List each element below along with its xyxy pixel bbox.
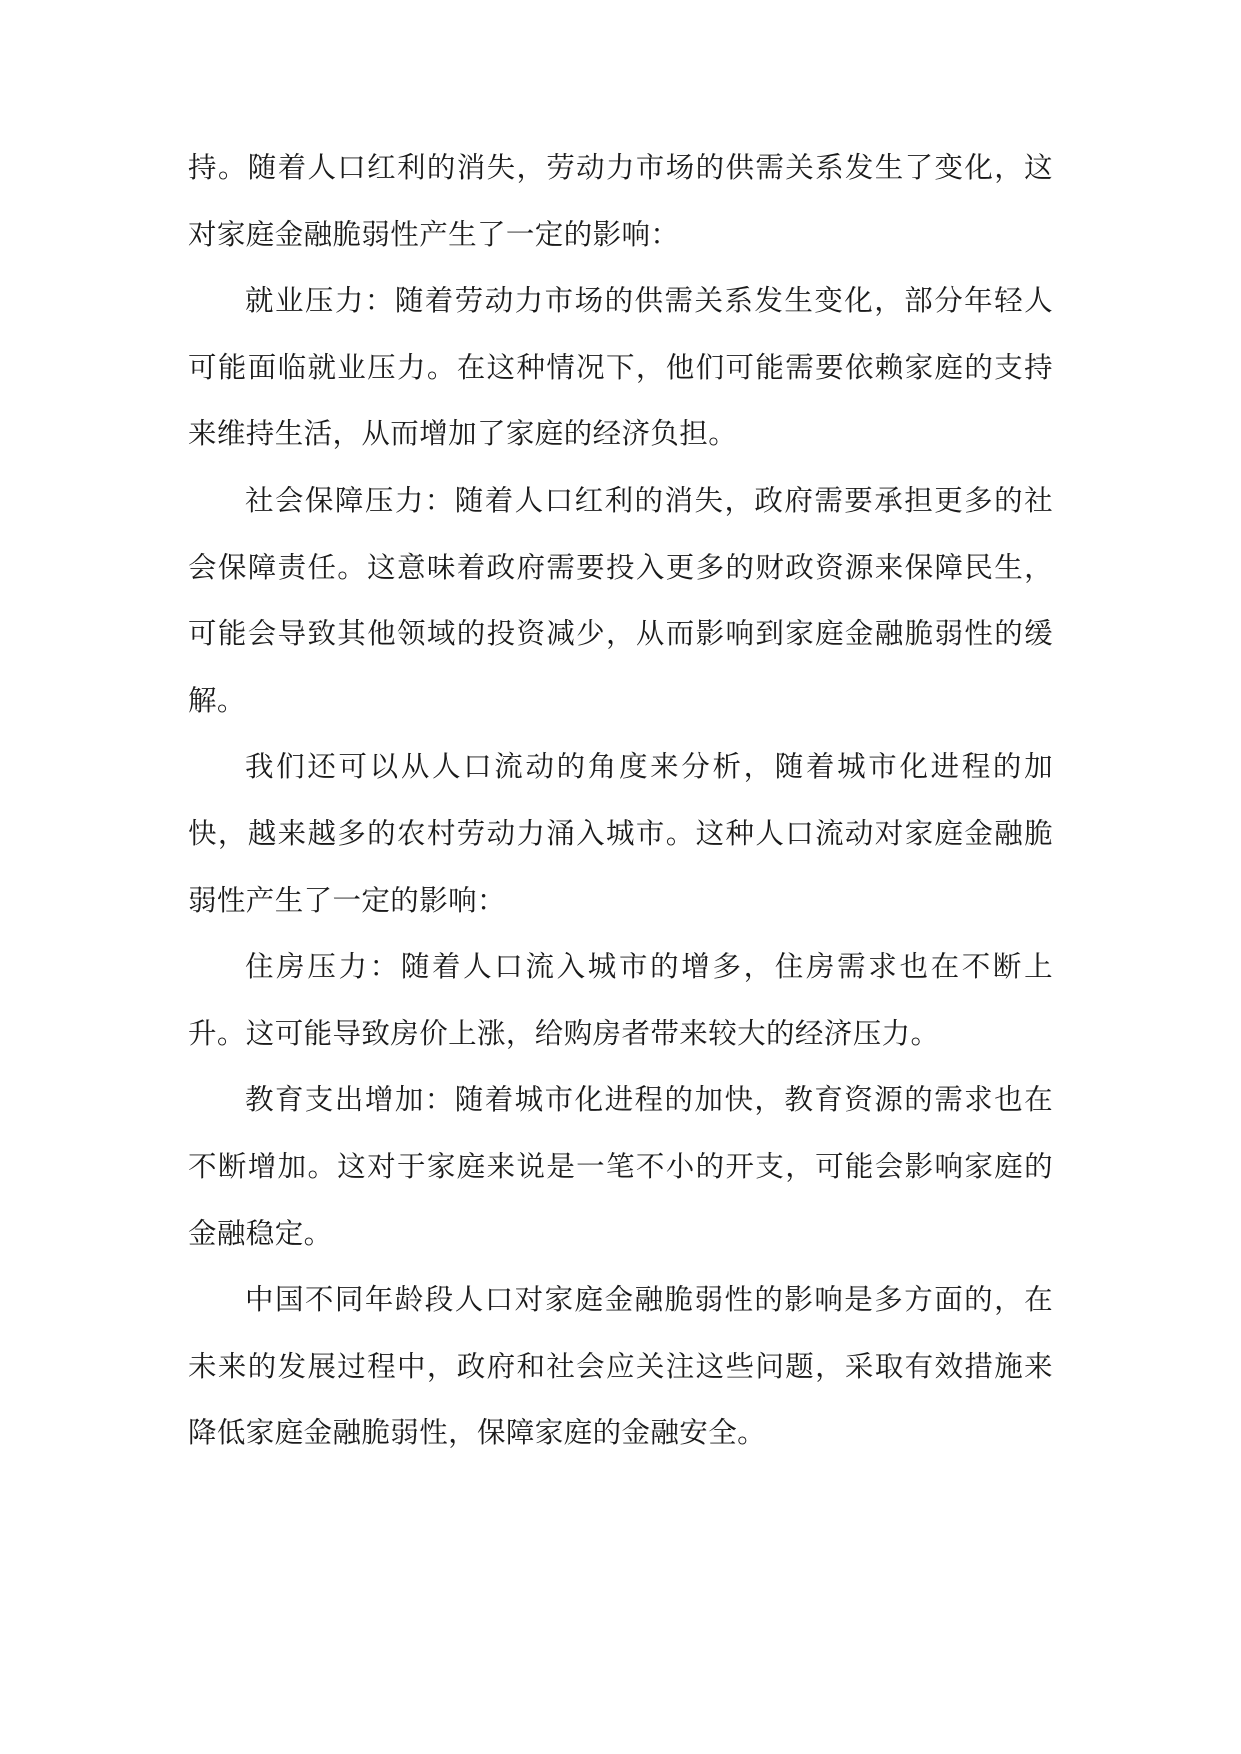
paragraph-population-mobility: 我们还可以从人口流动的角度来分析，随着城市化进程的加快，越来越多的农村劳动力涌入城市。这种人口流动对家庭金融脆弱性产生了一定的影响： [188,750,1053,917]
paragraph-education-expenditure: 教育支出增加：随着城市化进程的加快，教育资源的需求也在不断增加。这对于家庭来说是一笔不小的开支，可能会影响家庭的金融稳定。 [188,1083,1053,1250]
body-text [188,135,1053,1467]
paragraph-conclusion: 中国不同年龄段人口对家庭金融脆弱性的影响是多方面的，在未来的发展过程中，政府和社会应关注这些问题，采取有效措施来降低家庭金融脆弱性，保障家庭的金融安全。 [188,1283,1053,1450]
paragraph-employment-pressure: 就业压力：随着劳动力市场的供需关系发生变化，部分年轻人可能面临就业压力。在这种情况下，他们可能需要依赖家庭的支持来维持生活，从而增加了家庭的经济负担。 [188,284,1053,451]
paragraph-continuation: 持。随着人口红利的消失，劳动力市场的供需关系发生了变化，这对家庭金融脆弱性产生了一定的影响： [188,151,1053,251]
paragraph-housing-pressure: 住房压力：随着人口流入城市的增多，住房需求也在不断上升。这可能导致房价上涨，给购房者带来较大的经济压力。 [188,950,1053,1050]
paragraph-social-security-pressure: 社会保障压力：随着人口红利的消失，政府需要承担更多的社会保障责任。这意味着政府需要投入更多的财政资源来保障民生，可能会导致其他领域的投资减少，从而影响到家庭金融脆弱性的缓解。 [188,483,1053,717]
